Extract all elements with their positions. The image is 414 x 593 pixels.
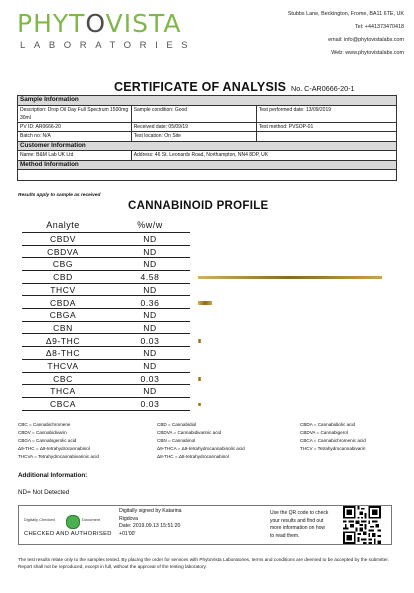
table-row [22, 360, 190, 373]
table-row [22, 233, 190, 246]
signature-line: Date: 2019.09.13 15:51:20 [119, 523, 181, 530]
unit-column-header: %w/w [137, 220, 163, 230]
qr-code-icon[interactable] [343, 506, 381, 544]
sample-header: Sample Information [18, 96, 397, 106]
analyte-name: Δ8-THC [45, 348, 81, 359]
sample-condition: Sample condition: Good [131, 105, 256, 122]
lab-web: Web: www.phytovistalabs.com [331, 50, 404, 56]
legend-entry: CBCA = Cannabichromenic acid [300, 438, 366, 443]
qr-text-line: to read them. [270, 532, 300, 539]
analyte-value: 0.03 [140, 399, 160, 410]
analyte-name: THCA [50, 386, 76, 397]
batch-number: Batch no: N/A [18, 132, 132, 142]
pv-id: PV ID: AR0666-20 [18, 122, 132, 132]
logo-wordmark: PHYTOVISTA [17, 9, 182, 38]
table-row [22, 297, 190, 310]
method-header: Method Information [18, 160, 397, 170]
row-rule [22, 410, 190, 411]
results-note: Results apply to sample as received [18, 193, 101, 198]
additional-info-header: Additional Information: [18, 472, 88, 479]
legend-entry: CBDA = Cannabidiolic acid [300, 422, 356, 427]
received-date: Received date: 05/09/19 [131, 122, 256, 132]
cannabinoid-bar [198, 276, 382, 280]
test-location: Test location: On Site [131, 132, 256, 142]
table-row [22, 335, 190, 348]
profile-title: CANNABINOID PROFILE [128, 200, 269, 212]
analyte-value: 4.58 [140, 272, 160, 283]
analyte-value: ND [143, 234, 157, 244]
table-row [22, 347, 190, 360]
analyte-value: ND [143, 284, 157, 295]
table-row [22, 373, 190, 386]
customer-address: Address: 46 St. Leonards Road, Northampton, NN4 8DP, UK [131, 151, 396, 161]
legend-entry: CBD = Cannabidiol [157, 422, 197, 427]
cannabinoid-bar [198, 403, 201, 407]
analyte-value: ND [143, 246, 157, 257]
analyte-value: ND [143, 322, 157, 333]
digital-signature [119, 508, 182, 538]
method-body [18, 170, 397, 181]
signature-line: Rigdova [119, 515, 139, 522]
analyte-value: ND [143, 361, 157, 371]
table-row [22, 309, 190, 322]
analyte-name: Δ9-THC [45, 335, 81, 346]
table-row [22, 246, 190, 259]
legend-entry: THCVA = Tetrahydrocannabivarinic acid [18, 454, 99, 459]
disclaimer-footer: The test results relate only to the samples tested. By placing the order for services with PhytoVista Laboratories, terms and conditions are deemed to be accepted by the submitter. Report shall not be reproduced, except in full, without the approval of the testing laboratory. [18, 557, 389, 570]
analyte-name: CBDV [49, 234, 77, 244]
lab-tel: Tel: +441373470418 [354, 24, 404, 30]
analyte-value: 0.36 [140, 297, 160, 308]
qr-text-line: Use the QR code to check [270, 510, 329, 516]
verified-check-icon [66, 515, 80, 529]
customer-header: Customer Information [18, 141, 397, 151]
analyte-name: THCV [50, 284, 76, 295]
table-row [22, 385, 190, 398]
cannabinoid-bar [198, 339, 201, 343]
lab-street: Stubbs Lane, Beckington, Frome, BA11 6TE, UK [287, 11, 404, 17]
test-performed-date: Test performed date: 13/09/2019 [256, 105, 396, 122]
analyte-value: ND [143, 259, 157, 270]
legend-entry: Δ9-THC = Δ9-tetrahydrocannabinol [18, 446, 90, 451]
legend-entry: CBDVA = Cannabigerol [300, 430, 348, 435]
analyte-name: CBDVA [47, 246, 79, 257]
logo-subtitle: LABORATORIES [20, 40, 197, 51]
certificate-number: No. C-AR0666-20-1 [291, 84, 355, 93]
analyte-name: CBDA [49, 297, 77, 308]
analyte-name: THCVA [47, 361, 79, 371]
table-row [22, 271, 190, 284]
checked-authorised-label: CHECKED AND AUTHORISED [24, 531, 112, 537]
lab-email: email: info@phytovistalabs.com [328, 37, 404, 43]
signature-line: +01'00' [119, 530, 136, 537]
legend-entry: Δ9-THCA = Δ9-tetrahydrocannabinolic acid [157, 446, 245, 451]
analyte-name: CBC [53, 373, 73, 384]
signature-line: Digitally signed by Katarina [119, 508, 182, 514]
legend-entry: CBC = Cannabichromene [18, 422, 71, 427]
analyte-name: CBN [53, 322, 73, 333]
page-title: CERTIFICATE OF ANALYSIS [114, 80, 287, 94]
analyte-value: 0.03 [140, 335, 160, 346]
legend-entry: CBDV = Cannabidivarin [18, 430, 67, 435]
table-row [22, 322, 190, 335]
sample-description: Description: Drop Oil Day Full Spectrum 1500mg 30ml [18, 105, 132, 122]
info-table [17, 95, 397, 181]
analyte-value: ND [143, 310, 157, 321]
customer-name: Name: B&M Lab UK Ltd [18, 151, 132, 161]
analyte-value: 0.03 [140, 373, 160, 384]
cannabinoid-bar [198, 301, 212, 305]
table-row [22, 398, 190, 411]
legend-entry: CBDVA = Cannabidivarinic acid [157, 430, 222, 435]
empty-cell [256, 132, 396, 142]
qr-instructions [270, 510, 328, 540]
cannabinoid-bar [198, 377, 201, 381]
legend-entry: CBGA = Cannabigerolic acid [18, 438, 77, 443]
stamp-label-right: Document [82, 517, 101, 522]
analyte-name: CBGA [49, 310, 77, 321]
legend-entry: THCV = Tetrahydrocannabivarin [300, 446, 366, 451]
nd-note: ND= Not Detected [18, 489, 70, 496]
analyte-column-header: Analyte [46, 220, 80, 230]
test-method: Test method: PVSOP-01 [256, 122, 396, 132]
analyte-name: CBCA [49, 399, 77, 410]
analyte-value: ND [143, 386, 157, 397]
qr-text-line: more information on how [270, 525, 326, 532]
stamp-label-left: Digitally Checked [24, 517, 55, 522]
analyte-name: CBD [53, 272, 73, 283]
qr-text-line: your results and find out [270, 517, 324, 524]
table-row [22, 284, 190, 297]
table-row [22, 258, 190, 271]
legend-entry: Δ8-THC = Δ8-tetrahydrocannabinol [157, 454, 229, 459]
analyte-value: ND [143, 348, 157, 359]
analyte-name: CBG [52, 259, 74, 270]
legend-entry: CBN = Cannabinol [157, 438, 196, 443]
